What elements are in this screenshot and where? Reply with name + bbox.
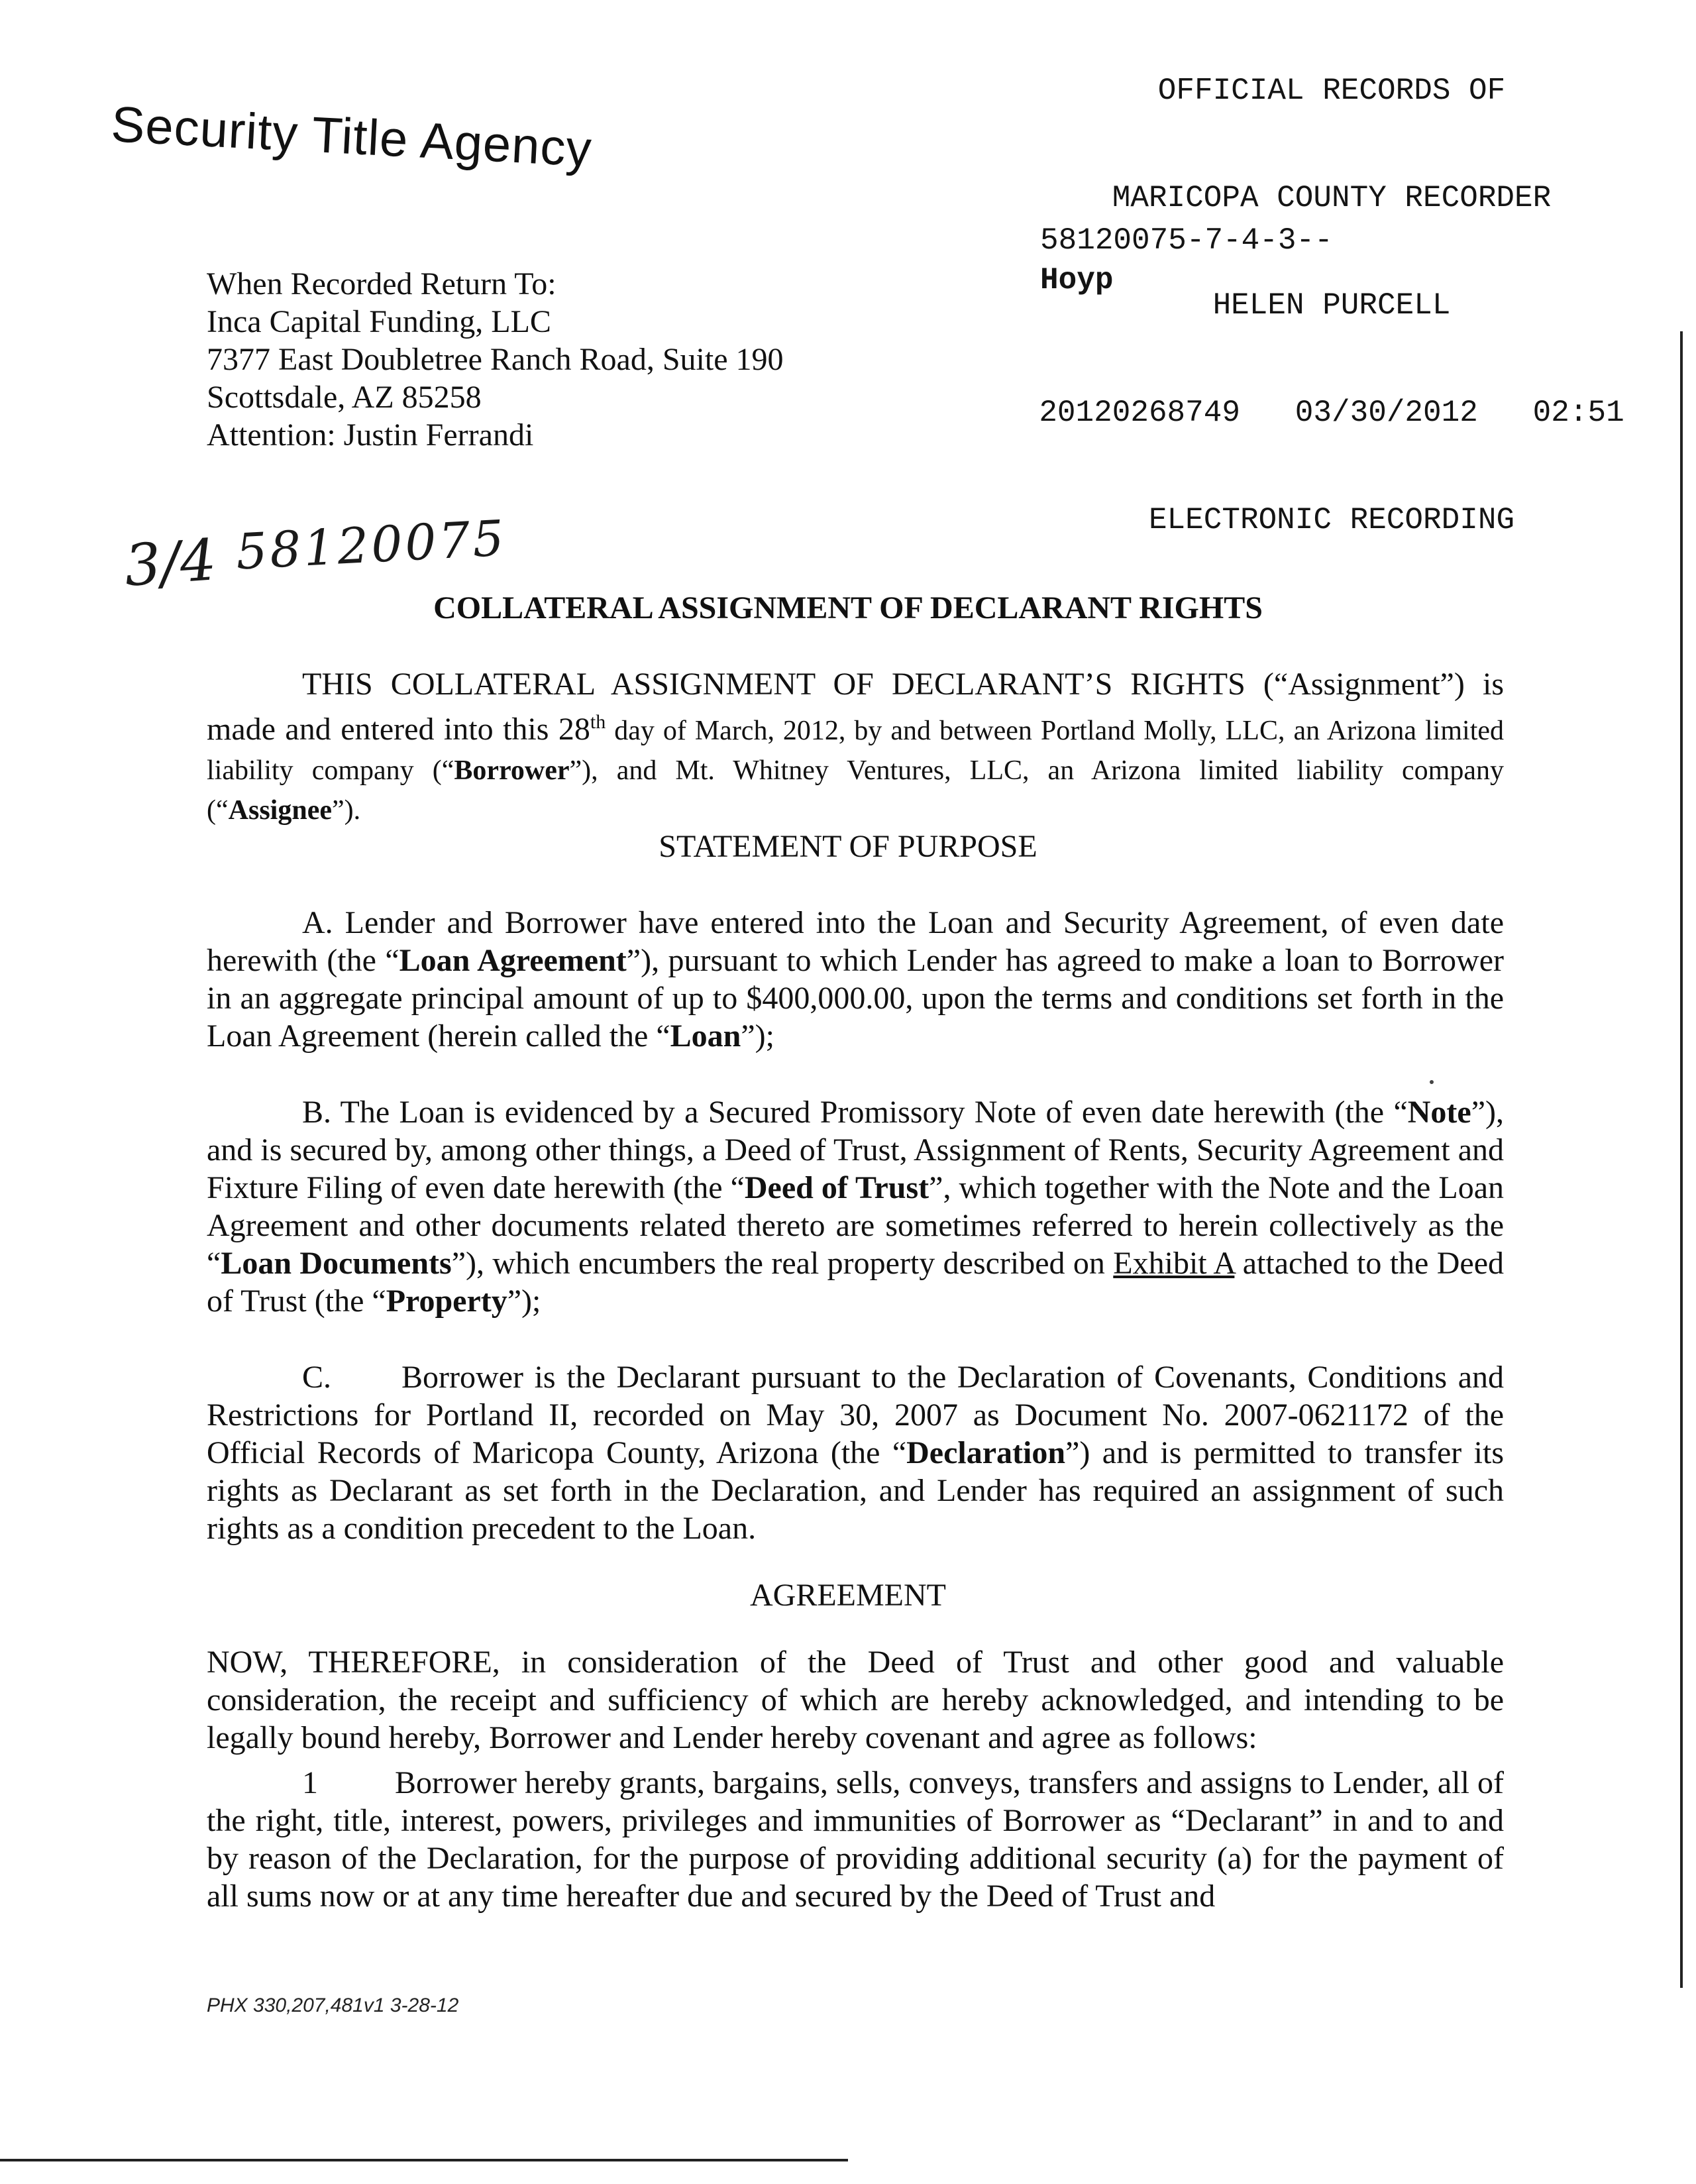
para-c-text-2: ”) and is permitted to transfer its rights as Declarant as set forth in the Declaration, and Lender has required an assignment of such rights as a condition precedent to the Loan. <box>207 1435 1504 1546</box>
para-c-text-1: Borrower is the Declarant pursuant to the Declaration of Covenants, Conditions and Restrictions for Portland II, recorded on May 30, 2007 as Document No. 2007-0621172 of the Official Records of Maricopa County, Arizona (the “ <box>207 1360 1504 1470</box>
return-street: 7377 East Doubletree Ranch Road, Suite 190 <box>207 342 784 377</box>
para-1-text: Borrower hereby grants, bargains, sells, conveys, transfers and assigns to Lender, all of the right, title, interest, powers, privileges and immunities of Borrower as “Declarant” in and to and by reason of the Declaration, for the purpose of providing additional security (a) for the payment of all sums now or at any time hereafter due and secured by the Deed of Trust and <box>207 1765 1504 1914</box>
return-company: Inca Capital Funding, LLC <box>207 304 551 339</box>
intro-text-1: THIS COLLATERAL ASSIGNMENT OF DECLARANT’S RIGHTS (“Assignment”) is made and entered into this 28 <box>207 667 1504 747</box>
para-b-text-4: ”), which encumbers the real property described on <box>451 1246 1114 1281</box>
intro-superscript: th <box>590 711 606 733</box>
defined-term-assignee: Assignee <box>228 795 332 826</box>
para-a-text-2: ”), pursuant to which Lender has agreed to make a loan to Borrower in an aggregate principal amount of up to $400,000.00, upon the terms and conditions set forth in the Loan Agreement (herein called the “ <box>207 943 1504 1054</box>
stamp-line-2: MARICOPA COUNTY RECORDER <box>1112 181 1552 215</box>
paragraph-a <box>207 904 1504 1055</box>
return-heading: When Recorded Return To: <box>207 266 556 301</box>
para-b-text-2: ”), and is secured by, among other things, a Deed of Trust, Assignment of Rents, Security Agreement and Fixture Filing of even date herewith (the “ <box>207 1095 1504 1205</box>
intro-paragraph <box>207 665 1504 830</box>
handwritten-number: 58120075 <box>235 510 508 581</box>
document-title: COLLATERAL ASSIGNMENT OF DECLARANT RIGHTS <box>433 590 1263 626</box>
stamp-line-5: ELECTRONIC RECORDING <box>1148 503 1515 537</box>
para-c-label: C. <box>302 1360 332 1395</box>
return-attention: Attention: Justin Ferrandi <box>207 417 534 453</box>
para-b-text-3: ”, which together with the Note and the Loan Agreement and other documents related thereto are sometimes referred to herein collectively as the “ <box>207 1170 1505 1281</box>
defined-term-note: Note <box>1407 1095 1471 1130</box>
para-b-text-6: ”); <box>507 1283 541 1319</box>
clerk-code: Hoyp <box>1040 263 1114 298</box>
defined-term-declaration: Declaration <box>906 1435 1066 1470</box>
return-city: Scottsdale, AZ 85258 <box>207 380 482 415</box>
para-a-text-1: A. Lender and Borrower have entered into the Loan and Security Agreement, of even date herewith (the “ <box>207 905 1504 978</box>
paragraph-b <box>207 1093 1504 1320</box>
para-1-label: 1 <box>302 1765 318 1800</box>
defined-term-borrower: Borrower <box>454 755 570 786</box>
scan-speck <box>1430 1080 1434 1084</box>
return-to-block <box>207 265 784 454</box>
stamp-line-3: HELEN PURCELL <box>1212 288 1451 323</box>
exhibit-a-reference: Exhibit A <box>1113 1246 1235 1281</box>
paragraph-c <box>207 1358 1504 1547</box>
agency-stamp: Security Title Agency <box>109 96 594 178</box>
defined-term-loan: Loan <box>670 1018 741 1054</box>
defined-term-loan-documents: Loan Documents <box>221 1246 452 1281</box>
para-b-text-1: B. The Loan is evidenced by a Secured Promissory Note of even date herewith (the “ <box>302 1095 1408 1130</box>
record-code: 58120075-7-4-3-- <box>1040 223 1333 258</box>
now-therefore-paragraph: NOW, THEREFORE, in consideration of the Deed of Trust and other good and valuable consideration, the receipt and sufficiency of which are hereby acknowledged, and intending to be legally bound hereby, Borrower and Lender hereby covenant and agree as follows: <box>207 1645 1504 1755</box>
defined-term-property: Property <box>386 1283 507 1319</box>
para-b-text-5: attached to the Deed of Trust (the “ <box>207 1246 1505 1319</box>
scan-edge-line <box>1680 331 1683 1988</box>
defined-term-loan-agreement: Loan Agreement <box>399 943 627 978</box>
defined-term-deed-of-trust: Deed of Trust <box>744 1170 929 1205</box>
para-a-text-3: ”); <box>741 1018 774 1054</box>
stamp-line-1: OFFICIAL RECORDS OF <box>1157 74 1506 108</box>
intro-text-3: ”), and Mt. Whitney Ventures, LLC, an Arizona limited liability company (“ <box>207 755 1504 826</box>
agreement-heading: AGREEMENT <box>750 1578 946 1613</box>
statement-of-purpose-heading: STATEMENT OF PURPOSE <box>659 829 1037 864</box>
handwritten-fraction: 3/4 <box>122 527 219 600</box>
intro-text-4: ”). <box>331 795 361 826</box>
scan-bottom-line <box>0 2159 848 2161</box>
document-footer-id: PHX 330,207,481v1 3-28-12 <box>207 1994 459 2016</box>
intro-text-2: day of March, 2012, by and between Portland Molly, LLC, an Arizona limited liability company (“ <box>207 716 1504 786</box>
stamp-line-4: 20120268749 03/30/2012 02:51 <box>1039 396 1624 430</box>
paragraph-1 <box>207 1764 1504 1915</box>
